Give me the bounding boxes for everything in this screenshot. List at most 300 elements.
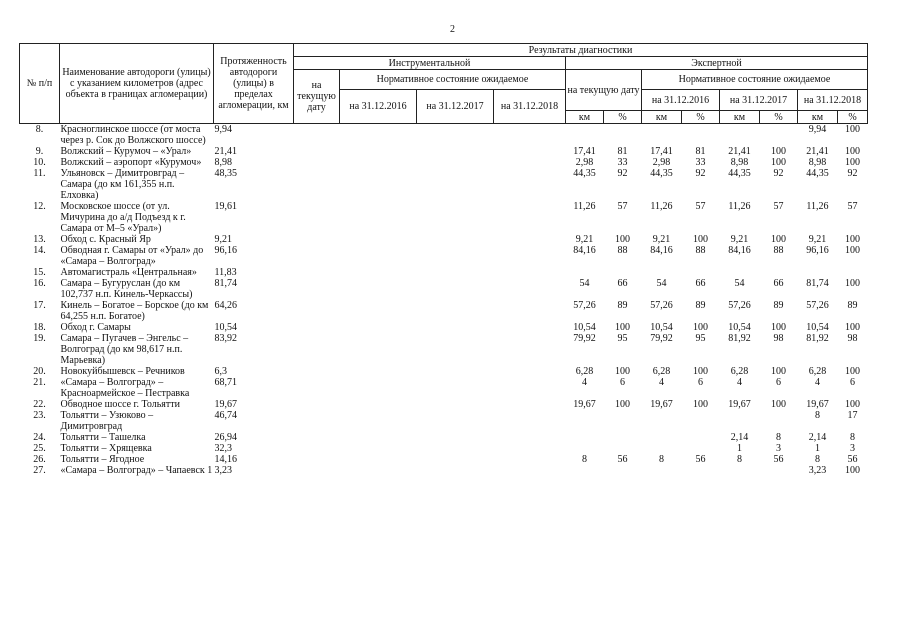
instr-2018-value [494, 432, 566, 443]
road-length: 9,21 [214, 234, 232, 245]
instr-2018-value [494, 443, 566, 454]
exp-2017-km: 81,92 [806, 333, 829, 344]
instr-current-km [566, 432, 604, 443]
col-header-2017-instr: на 31.12.2017 [417, 90, 494, 124]
instr-current-km: 9,21 [575, 234, 594, 245]
exp-current-km: 79,92 [650, 333, 673, 344]
instr-current-pct: 33 [617, 157, 628, 168]
exp-2016-km: 81,92 [728, 333, 751, 344]
instr-current-pct [604, 465, 642, 476]
table-row [20, 278, 868, 300]
instr-2016-value [340, 465, 417, 476]
instr-2017-value [417, 267, 494, 278]
instr-2017-value [417, 234, 494, 245]
instr-2017-value [417, 399, 494, 410]
exp-2016-pct: 88 [773, 245, 784, 256]
unit-pct: % [760, 111, 798, 124]
instr-current-value [294, 245, 340, 267]
table-row [20, 465, 868, 476]
row-number: 15. [33, 267, 46, 278]
exp-2017-pct: 92 [847, 168, 858, 179]
instr-current-pct [604, 124, 642, 147]
exp-2016-pct [760, 410, 798, 432]
unit-pct: % [838, 111, 868, 124]
table-row [20, 410, 868, 432]
exp-2016-pct: 56 [773, 454, 784, 465]
exp-current-pct: 100 [693, 399, 708, 410]
instr-current-value [294, 146, 340, 157]
instr-current-km: 19,67 [573, 399, 596, 410]
col-header-num: № п/п [20, 44, 60, 124]
instr-current-pct: 88 [617, 245, 628, 256]
exp-2017-km: 19,67 [806, 399, 829, 410]
instr-2018-value [494, 410, 566, 432]
exp-2017-pct: 100 [845, 278, 860, 289]
exp-current-pct [682, 443, 720, 454]
instr-current-pct: 100 [615, 322, 630, 333]
instr-current-pct: 6 [620, 377, 625, 388]
road-name: Самара – Бугуруслан (до км 102,737 н.п. Кинель-Черкассы) [60, 278, 193, 300]
row-number: 23. [33, 410, 46, 421]
instr-2016-value [340, 245, 417, 267]
row-number: 27. [33, 465, 46, 476]
exp-current-km [642, 432, 682, 443]
exp-current-km: 19,67 [650, 399, 673, 410]
instr-current-pct: 56 [617, 454, 628, 465]
road-length: 21,41 [214, 146, 237, 157]
road-length: 14,16 [214, 454, 237, 465]
exp-2017-pct: 100 [845, 124, 860, 135]
col-header-instrumental: Инструментальной [294, 57, 566, 70]
row-number: 11. [33, 168, 46, 179]
instr-2016-value [340, 300, 417, 322]
exp-current-pct [682, 432, 720, 443]
instr-2016-value [340, 366, 417, 377]
instr-current-km: 4 [582, 377, 587, 388]
road-name: Кинель – Богатое – Борское (до км 64,255 н.п. Богатое) [60, 300, 209, 322]
exp-2016-km: 1 [737, 443, 742, 454]
exp-2017-km: 8 [815, 410, 820, 421]
road-name: Обход г. Самары [60, 322, 131, 333]
exp-2017-pct: 100 [845, 146, 860, 157]
exp-current-pct: 100 [693, 322, 708, 333]
exp-2017-pct: 89 [847, 300, 858, 311]
row-number: 12. [33, 201, 46, 212]
exp-2017-pct: 98 [847, 333, 858, 344]
table-row [20, 245, 868, 267]
exp-current-pct: 81 [695, 146, 706, 157]
exp-current-km: 10,54 [650, 322, 673, 333]
instr-current-pct: 92 [617, 168, 628, 179]
road-length: 96,16 [214, 245, 237, 256]
instr-2017-value [417, 333, 494, 366]
instr-current-km: 2,98 [575, 157, 594, 168]
exp-2016-pct: 3 [776, 443, 781, 454]
unit-km: км [720, 111, 760, 124]
exp-2017-km: 8 [815, 454, 820, 465]
exp-2017-km: 1 [815, 443, 820, 454]
table-row [20, 201, 868, 234]
row-number: 26. [33, 454, 46, 465]
instr-current-value [294, 201, 340, 234]
instr-2018-value [494, 465, 566, 476]
exp-current-km [642, 267, 682, 278]
page-number: 2 [450, 24, 455, 35]
instr-2018-value [494, 278, 566, 300]
exp-current-km [642, 124, 682, 147]
exp-2017-km: 9,94 [808, 124, 827, 135]
instr-current-value [294, 300, 340, 322]
row-number: 9. [35, 146, 44, 157]
exp-current-km: 11,26 [650, 201, 673, 212]
row-number: 8. [35, 124, 44, 135]
table-row [20, 124, 868, 147]
instr-current-km: 44,35 [573, 168, 596, 179]
exp-2017-pct: 100 [845, 366, 860, 377]
unit-pct: % [604, 111, 642, 124]
exp-current-km: 57,26 [650, 300, 673, 311]
road-name: Тольятти – Ташелка [60, 432, 146, 443]
road-length: 32,3 [214, 443, 232, 454]
exp-2016-pct: 92 [773, 168, 784, 179]
exp-2017-pct: 3 [850, 443, 855, 454]
road-name: Волжский – аэропорт «Курумоч» [60, 157, 202, 168]
instr-2016-value [340, 234, 417, 245]
road-length: 3,23 [214, 465, 232, 476]
instr-current-km [566, 267, 604, 278]
col-header-name: Наименование автодороги (улицы) с указанием километров (адрес объекта в границах агломерации) [60, 44, 214, 124]
road-name: Обводная г. Самары от «Урал» до «Самара – Волгоград» [60, 245, 204, 267]
instr-2016-value [340, 333, 417, 366]
instr-current-value [294, 157, 340, 168]
exp-2016-pct: 8 [776, 432, 781, 443]
row-number: 18. [33, 322, 46, 333]
instr-current-pct: 100 [615, 366, 630, 377]
exp-2017-km: 81,74 [806, 278, 829, 289]
exp-2016-km: 84,16 [728, 245, 751, 256]
table-body [20, 124, 868, 477]
road-name: Тольятти – Узюково – Димитровград [60, 410, 154, 432]
instr-2016-value [340, 157, 417, 168]
instr-current-pct [604, 267, 642, 278]
exp-2016-km: 19,67 [728, 399, 751, 410]
exp-2016-km: 57,26 [728, 300, 751, 311]
instr-2018-value [494, 124, 566, 147]
instr-2017-value [417, 454, 494, 465]
road-name: Московское шоссе (от ул. Мичурина до а/д Подъезд к г. Самара от М–5 «Урал») [60, 201, 186, 234]
table-row [20, 234, 868, 245]
road-length: 46,74 [214, 410, 237, 421]
col-header-current-exp: на текущую дату [566, 70, 642, 111]
instr-2018-value [494, 157, 566, 168]
instr-current-value [294, 454, 340, 465]
instr-2016-value [340, 124, 417, 147]
instr-2016-value [340, 410, 417, 432]
instr-2018-value [494, 234, 566, 245]
instr-2018-value [494, 201, 566, 234]
col-header-normative-instr: Нормативное состояние ожидаемое [340, 70, 566, 90]
exp-current-km: 6,28 [652, 366, 671, 377]
instr-2016-value [340, 377, 417, 399]
instr-current-value [294, 333, 340, 366]
instr-2017-value [417, 157, 494, 168]
instr-2017-value [417, 322, 494, 333]
col-header-2016-exp: на 31.12.2016 [642, 90, 720, 111]
col-header-expert: Экспертной [566, 57, 868, 70]
road-name: Ульяновск – Димитровград – Самара (до км 161,355 н.п. Елховка) [60, 168, 185, 201]
instr-2018-value [494, 300, 566, 322]
col-header-length: Протяженность автодороги (улицы) в пределах агломерации, км [214, 44, 294, 124]
exp-2016-pct: 100 [771, 234, 786, 245]
exp-2016-km: 54 [734, 278, 745, 289]
instr-2018-value [494, 245, 566, 267]
exp-2017-km: 2,14 [808, 432, 827, 443]
instr-2016-value [340, 399, 417, 410]
instr-2016-value [340, 146, 417, 157]
exp-2016-pct: 100 [771, 157, 786, 168]
road-length: 6,3 [214, 366, 227, 377]
instr-current-value [294, 168, 340, 201]
exp-2017-pct: 6 [850, 377, 855, 388]
instr-2016-value [340, 454, 417, 465]
exp-2017-km: 4 [815, 377, 820, 388]
exp-current-km: 54 [656, 278, 667, 289]
instr-current-value [294, 399, 340, 410]
instr-2018-value [494, 168, 566, 201]
table-row [20, 300, 868, 322]
exp-2017-km: 3,23 [808, 465, 827, 476]
exp-current-pct: 100 [693, 366, 708, 377]
exp-2016-pct: 66 [773, 278, 784, 289]
exp-current-pct [682, 410, 720, 432]
exp-2016-pct: 100 [771, 146, 786, 157]
col-header-2018-exp: на 31.12.2018 [798, 90, 868, 111]
row-number: 19. [33, 333, 46, 344]
road-name: Автомагистраль «Центральная» [60, 267, 197, 278]
road-length: 81,74 [214, 278, 237, 289]
exp-current-pct: 88 [695, 245, 706, 256]
table-row [20, 168, 868, 201]
road-name: Тольятти – Ягодное [60, 454, 145, 465]
exp-2016-pct: 100 [771, 366, 786, 377]
exp-2017-pct: 17 [847, 410, 858, 421]
instr-current-value [294, 267, 340, 278]
instr-current-pct: 57 [617, 201, 628, 212]
exp-2016-pct: 57 [773, 201, 784, 212]
table-row [20, 432, 868, 443]
instr-current-pct: 66 [617, 278, 628, 289]
instr-2016-value [340, 168, 417, 201]
row-number: 16. [33, 278, 46, 289]
row-number: 14. [33, 245, 46, 256]
instr-current-km: 8 [582, 454, 587, 465]
instr-2017-value [417, 432, 494, 443]
unit-km: км [642, 111, 682, 124]
table-row [20, 322, 868, 333]
road-name: Обход с. Красный Яр [60, 234, 151, 245]
exp-2017-pct: 100 [845, 157, 860, 168]
row-number: 24. [33, 432, 46, 443]
road-name: Новокуйбышевск – Речников [60, 366, 185, 377]
instr-current-pct: 100 [615, 399, 630, 410]
instr-current-value [294, 377, 340, 399]
exp-current-km [642, 410, 682, 432]
instr-2017-value [417, 146, 494, 157]
exp-2017-pct: 57 [847, 201, 858, 212]
col-header-current-instr: на текущую дату [294, 70, 340, 124]
instr-2017-value [417, 410, 494, 432]
exp-2017-pct: 100 [845, 322, 860, 333]
exp-current-pct: 89 [695, 300, 706, 311]
exp-current-pct: 33 [695, 157, 706, 168]
road-name: Самара – Пугачев – Энгельс – Волгоград (до км 98,617 н.п. Марьевка) [60, 333, 189, 366]
exp-2016-pct: 6 [776, 377, 781, 388]
road-length: 64,26 [214, 300, 237, 311]
col-header-2016-instr: на 31.12.2016 [340, 90, 417, 124]
table-row [20, 377, 868, 399]
instr-current-km [566, 465, 604, 476]
exp-current-pct [682, 465, 720, 476]
exp-2016-km: 44,35 [728, 168, 751, 179]
exp-2017-km: 6,28 [808, 366, 827, 377]
instr-current-km: 6,28 [575, 366, 594, 377]
exp-2016-pct [760, 124, 798, 147]
instr-current-km [566, 443, 604, 454]
exp-current-km: 2,98 [652, 157, 671, 168]
exp-2017-km: 57,26 [806, 300, 829, 311]
table-row [20, 399, 868, 410]
exp-current-pct: 57 [695, 201, 706, 212]
instr-current-km: 11,26 [573, 201, 596, 212]
table-row [20, 443, 868, 454]
road-name: Красноглинское шоссе (от моста через р. Сок до Волжского шоссе) [60, 124, 206, 146]
unit-pct: % [682, 111, 720, 124]
instr-current-km: 54 [579, 278, 590, 289]
exp-2016-km: 2,14 [730, 432, 749, 443]
exp-2017-km [798, 267, 838, 278]
road-length: 19,61 [214, 201, 237, 212]
instr-2016-value [340, 278, 417, 300]
instr-2017-value [417, 465, 494, 476]
exp-current-pct: 56 [695, 454, 706, 465]
exp-current-pct: 92 [695, 168, 706, 179]
exp-2017-pct [838, 267, 868, 278]
instr-2018-value [494, 377, 566, 399]
instr-current-value [294, 278, 340, 300]
instr-current-value [294, 366, 340, 377]
instr-2018-value [494, 399, 566, 410]
unit-km: км [798, 111, 838, 124]
instr-2018-value [494, 366, 566, 377]
row-number: 20. [33, 366, 46, 377]
exp-2016-pct [760, 267, 798, 278]
instr-2017-value [417, 124, 494, 147]
exp-2016-km [720, 465, 760, 476]
exp-2016-km: 4 [737, 377, 742, 388]
instr-2017-value [417, 300, 494, 322]
road-length: 19,67 [214, 399, 237, 410]
exp-2016-pct [760, 465, 798, 476]
instr-2018-value [494, 267, 566, 278]
exp-2016-km: 9,21 [730, 234, 749, 245]
table-row [20, 157, 868, 168]
instr-2018-value [494, 146, 566, 157]
instr-current-km: 79,92 [573, 333, 596, 344]
instr-current-km: 17,41 [573, 146, 596, 157]
instr-current-km: 10,54 [573, 322, 596, 333]
exp-2016-pct: 98 [773, 333, 784, 344]
road-length: 10,54 [214, 322, 237, 333]
exp-current-pct: 6 [698, 377, 703, 388]
row-number: 22. [33, 399, 46, 410]
table-row [20, 267, 868, 278]
exp-current-km: 9,21 [652, 234, 671, 245]
exp-current-km [642, 443, 682, 454]
instr-2018-value [494, 454, 566, 465]
instr-current-value [294, 410, 340, 432]
instr-2017-value [417, 201, 494, 234]
exp-current-pct [682, 124, 720, 147]
exp-2017-km: 8,98 [808, 157, 827, 168]
instr-current-km [566, 410, 604, 432]
exp-2017-km: 10,54 [806, 322, 829, 333]
exp-current-km [642, 465, 682, 476]
exp-2017-pct: 8 [850, 432, 855, 443]
instr-current-value [294, 465, 340, 476]
instr-2018-value [494, 333, 566, 366]
exp-2017-pct: 100 [845, 465, 860, 476]
instr-current-pct [604, 410, 642, 432]
exp-2016-pct: 100 [771, 399, 786, 410]
exp-2016-km: 6,28 [730, 366, 749, 377]
row-number: 25. [33, 443, 46, 454]
unit-km: км [566, 111, 604, 124]
exp-2017-km: 96,16 [806, 245, 829, 256]
instr-current-pct: 100 [615, 234, 630, 245]
instr-2016-value [340, 322, 417, 333]
road-length: 11,83 [214, 267, 237, 278]
instr-current-pct: 81 [617, 146, 628, 157]
exp-current-km: 84,16 [650, 245, 673, 256]
exp-2016-km [720, 410, 760, 432]
exp-2016-pct: 89 [773, 300, 784, 311]
instr-2016-value [340, 201, 417, 234]
exp-current-km: 8 [659, 454, 664, 465]
road-length: 83,92 [214, 333, 237, 344]
exp-2016-km [720, 124, 760, 147]
road-length: 26,94 [214, 432, 237, 443]
instr-current-pct [604, 432, 642, 443]
instr-2017-value [417, 377, 494, 399]
exp-2017-pct: 56 [847, 454, 858, 465]
instr-2018-value [494, 322, 566, 333]
row-number: 17. [33, 300, 46, 311]
instr-current-value [294, 124, 340, 147]
instr-2016-value [340, 443, 417, 454]
instr-2016-value [340, 432, 417, 443]
exp-2016-km [720, 267, 760, 278]
instr-2017-value [417, 366, 494, 377]
road-length: 8,98 [214, 157, 232, 168]
instr-2017-value [417, 168, 494, 201]
instr-current-value [294, 432, 340, 443]
col-header-results: Результаты диагностики [294, 44, 868, 57]
road-name: «Самара – Волгоград» – Красноармейское – Пестравка [60, 377, 190, 399]
instr-current-pct: 89 [617, 300, 628, 311]
col-header-2017-exp: на 31.12.2017 [720, 90, 798, 111]
table-row [20, 454, 868, 465]
road-name: Тольятти – Хрящевка [60, 443, 152, 454]
